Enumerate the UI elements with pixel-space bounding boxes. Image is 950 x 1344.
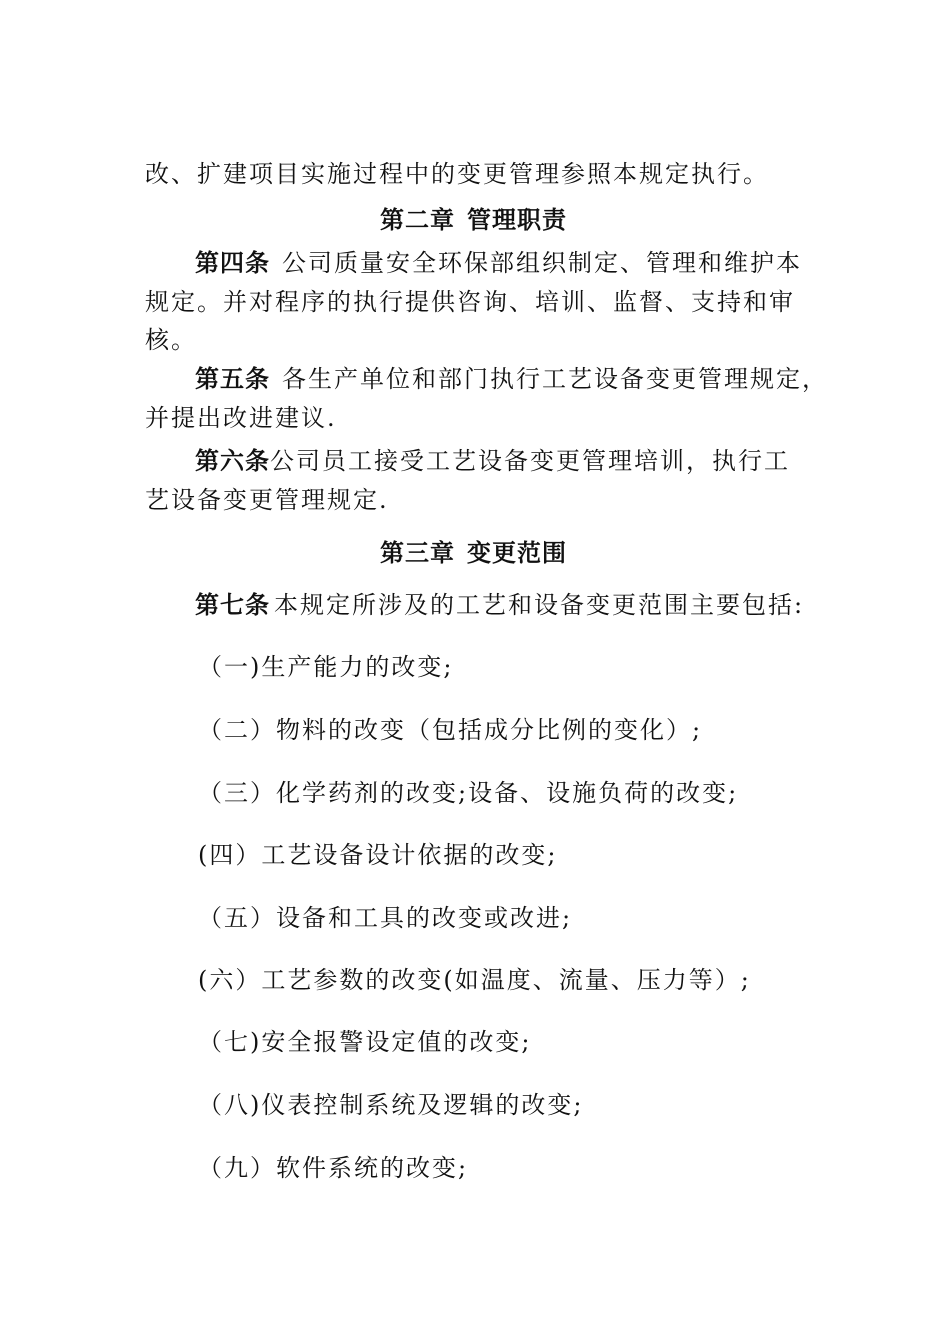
article-label: 第四条 (195, 249, 270, 277)
list-item: （七)安全报警设定值的改变; (198, 1028, 532, 1056)
text-line: 规定。并对程序的执行提供咨询、培训、监督、支持和审 (145, 288, 795, 316)
list-item: (四）工艺设备设计依据的改变; (198, 841, 558, 869)
chapter-number: 第二章 (380, 206, 455, 234)
chapter-title: 管理职责 (467, 206, 567, 234)
article-label: 第七条 (195, 591, 270, 619)
chapter-heading (380, 205, 567, 235)
list-item: (六）工艺参数的改变(如温度、流量、压力等）; (198, 966, 751, 994)
article-label: 第六条 (195, 447, 270, 475)
list-item: （三）化学药剂的改变;设备、设施负荷的改变; (198, 779, 739, 807)
list-item: （二）物料的改变（包括成分比例的变化）; (198, 716, 703, 744)
article-text: 公司员工接受工艺设备变更管理培训，执行工 (270, 447, 790, 475)
article-7 (195, 590, 804, 620)
list-item: （八)仪表控制系统及逻辑的改变; (198, 1091, 584, 1119)
chapter-title: 变更范围 (467, 539, 567, 567)
text-line: 艺设备变更管理规定. (145, 486, 389, 514)
chapter-heading (380, 538, 567, 568)
article-6 (195, 446, 790, 476)
article-4 (195, 248, 802, 278)
article-label: 第五条 (195, 365, 270, 393)
article-5 (195, 364, 828, 394)
list-item: （九）软件系统的改变; (198, 1154, 469, 1182)
text-line: 改、扩建项目实施过程中的变更管理参照本规定执行。 (145, 160, 769, 188)
text-line: 核。 (145, 326, 197, 354)
list-item: （五）设备和工具的改变或改进; (198, 904, 573, 932)
text-line: 并提出改进建议. (145, 404, 337, 432)
chapter-number: 第三章 (380, 539, 455, 567)
article-text: 各生产单位和部门执行工艺设备变更管理规定， (282, 365, 828, 393)
article-text: 本规定所涉及的工艺和设备变更范围主要包括: (274, 591, 805, 619)
list-item: （一)生产能力的改变; (198, 653, 454, 681)
article-text: 公司质量安全环保部组织制定、管理和维护本 (282, 249, 802, 277)
